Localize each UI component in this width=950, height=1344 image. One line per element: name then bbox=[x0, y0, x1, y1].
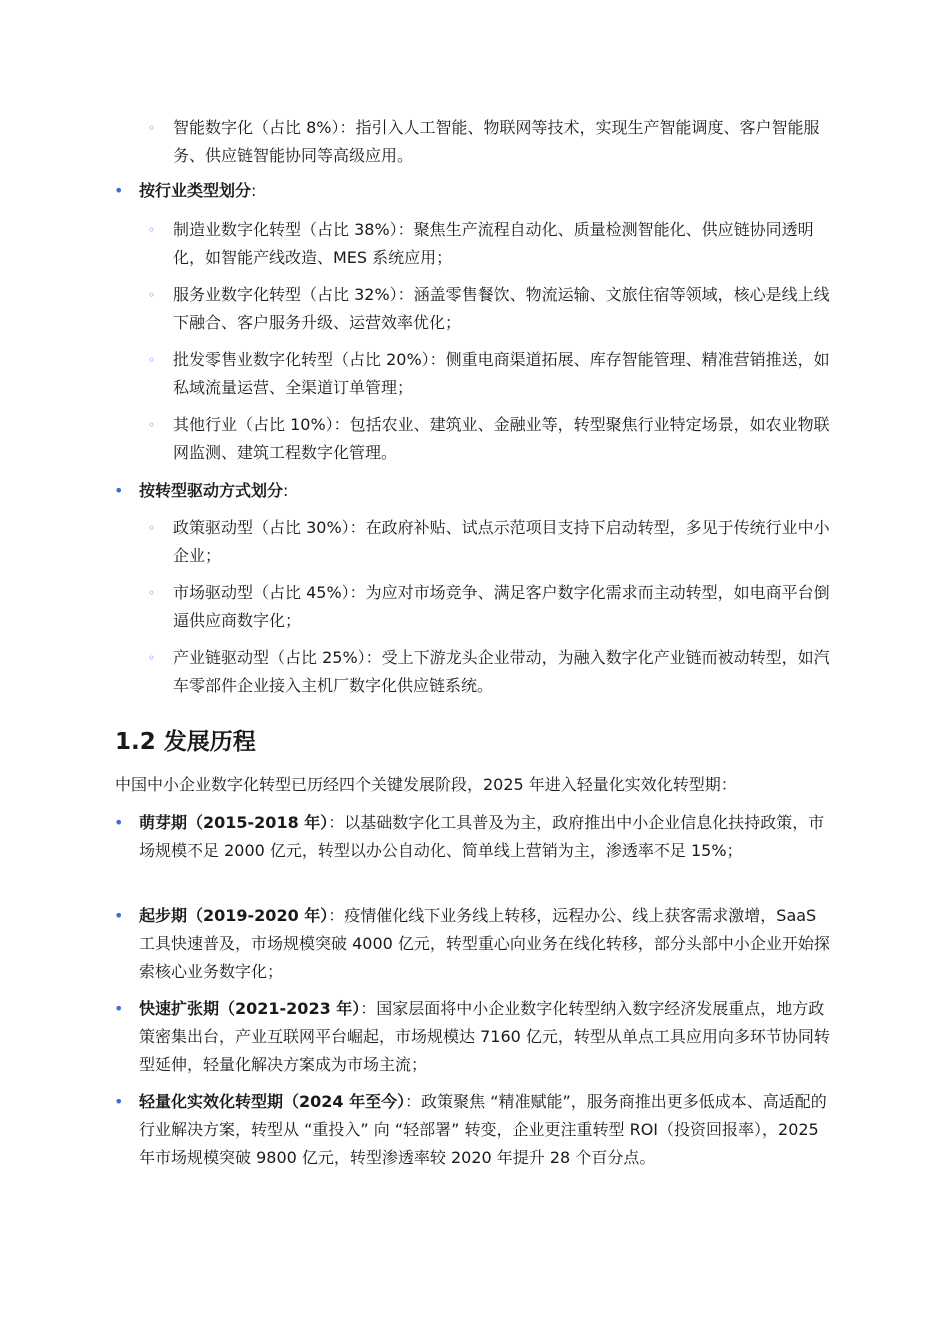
list-item-text: 其他行业（占比 10%）：包括农业、建筑业、金融业等，转型聚焦行业特定场景，如农业物联网监测、建筑工程数字化管理。 bbox=[173, 415, 830, 462]
list-item-text: 制造业数字化转型（占比 38%）：聚焦生产流程自动化、质量检测智能化、供应链协同透明化，如智能产线改造、MES 系统应用； bbox=[173, 220, 814, 267]
list-item bbox=[0, 514, 950, 570]
list-item bbox=[0, 216, 950, 272]
colon: : bbox=[251, 181, 257, 200]
list-item bbox=[0, 346, 950, 402]
colon: : bbox=[283, 481, 289, 500]
hollow-bullet-icon: ◦ bbox=[148, 121, 156, 135]
hollow-bullet-icon: ◦ bbox=[148, 288, 156, 302]
bullet-icon: • bbox=[114, 1092, 124, 1111]
stage-text: ：政策聚焦 “精准赋能”，服务商推出更多低成本、高适配的行业解决方案，转型从 “重投入” 向 “轻部署” 转变，企业更注重转型 ROI（投资回报率），2025 年市场规模突破 9800 亿元，转型渗透率较 2020 年提升 28 个百分点。 bbox=[139, 1092, 827, 1167]
section-intro: 中国中小企业数字化转型已历经四个关键发展阶段，2025 年进入轻量化实效化转型期： bbox=[115, 775, 737, 794]
hollow-bullet-icon: ◦ bbox=[148, 418, 156, 432]
list-item bbox=[0, 281, 950, 337]
bullet-icon: • bbox=[114, 813, 124, 832]
list-item-text: 市场驱动型（占比 45%）：为应对市场竞争、满足客户数字化需求而主动转型，如电商平台倒逼供应商数字化； bbox=[173, 583, 830, 630]
timeline-stage bbox=[0, 902, 950, 986]
list-item-text: 批发零售业数字化转型（占比 20%）：侧重电商渠道拓展、库存智能管理、精准营销推送，如私域流量运营、全渠道订单管理； bbox=[173, 350, 830, 397]
list-item bbox=[0, 644, 950, 700]
list-item bbox=[0, 411, 950, 467]
hollow-bullet-icon: ◦ bbox=[148, 651, 156, 665]
stage-text: ：国家层面将中小企业数字化转型纳入数字经济发展重点，地方政策密集出台，产业互联网平台崛起，市场规模达 7160 亿元，转型从单点工具应用向多环节协同转型延伸，轻量化解决方案成为市场主流； bbox=[139, 999, 830, 1074]
timeline-stage bbox=[0, 809, 950, 865]
bullet-icon: • bbox=[114, 481, 124, 500]
list-item-text: 产业链驱动型（占比 25%）：受上下游龙头企业带动，为融入数字化产业链而被动转型，如汽车零部件企业接入主机厂数字化供应链系统。 bbox=[173, 648, 830, 695]
list-heading: 按行业类型划分 bbox=[139, 181, 252, 200]
bullet-icon: • bbox=[114, 906, 124, 925]
stage-text: ：以基础数字化工具普及为主，政府推出中小企业信息化扶持政策，市场规模不足 2000 亿元，转型以办公自动化、简单线上营销为主，渗透率不足 15%； bbox=[139, 813, 825, 860]
hollow-bullet-icon: ◦ bbox=[148, 586, 156, 600]
list-item-text: 政策驱动型（占比 30%）：在政府补贴、试点示范项目支持下启动转型，多见于传统行业中小企业； bbox=[173, 518, 830, 565]
stage-title: 萌芽期（2015-2018 年） bbox=[139, 813, 329, 832]
section-heading: 1.2 发展历程 bbox=[115, 729, 256, 755]
timeline-stage bbox=[0, 995, 950, 1079]
bullet-icon: • bbox=[114, 181, 124, 200]
stage-title: 起步期（2019-2020 年） bbox=[139, 906, 329, 925]
timeline-stage bbox=[0, 1088, 950, 1172]
list-item bbox=[0, 579, 950, 635]
hollow-bullet-icon: ◦ bbox=[148, 521, 156, 535]
stage-title: 轻量化实效化转型期（2024 年至今） bbox=[139, 1092, 406, 1111]
hollow-bullet-icon: ◦ bbox=[148, 353, 156, 367]
list-item-text: 服务业数字化转型（占比 32%）：涵盖零售餐饮、物流运输、文旅住宿等领域，核心是线上线下融合、客户服务升级、运营效率优化； bbox=[173, 285, 830, 332]
hollow-bullet-icon: ◦ bbox=[148, 223, 156, 237]
list-item-driver bbox=[0, 477, 950, 505]
list-heading: 按转型驱动方式划分 bbox=[139, 481, 284, 500]
list-item-industry bbox=[0, 177, 950, 205]
stage-text: ：疫情催化线下业务线上转移，远程办公、线上获客需求激增，SaaS 工具快速普及，市场规模突破 4000 亿元，转型重心向业务在线化转移，部分头部中小企业开始探索核心业务数字化； bbox=[139, 906, 830, 981]
list-item bbox=[0, 114, 950, 170]
stage-title: 快速扩张期（2021-2023 年） bbox=[139, 999, 361, 1018]
bullet-icon: • bbox=[114, 999, 124, 1018]
list-item-text: 智能数字化（占比 8%）：指引入人工智能、物联网等技术，实现生产智能调度、客户智能服务、供应链智能协同等高级应用。 bbox=[173, 118, 820, 165]
